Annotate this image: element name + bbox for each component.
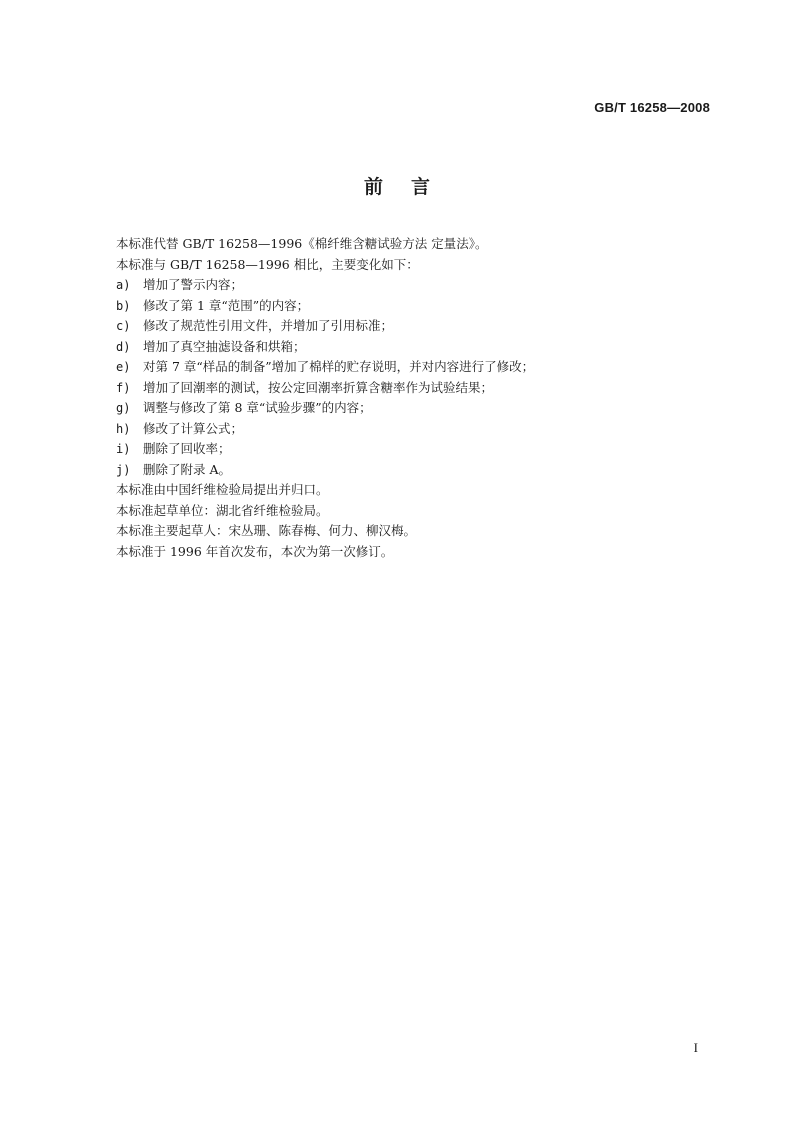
item-text: 调整与修改了第 8 章“试验步骤”的内容； bbox=[143, 400, 372, 415]
change-item-f bbox=[116, 378, 716, 399]
item-text: 删除了回收率； bbox=[143, 441, 231, 456]
item-text: 修改了计算公式； bbox=[143, 420, 244, 436]
change-item-c bbox=[116, 316, 716, 337]
item-text: 修改了规范性引用文件，并增加了引用标准； bbox=[143, 318, 394, 333]
item-marker: j) bbox=[116, 462, 131, 477]
closing-history: 本标准于 1996 年首次发布，本次为第一次修订。 bbox=[116, 543, 394, 559]
change-item-h bbox=[116, 419, 716, 440]
foreword-body bbox=[116, 234, 716, 562]
item-text: 增加了警示内容； bbox=[143, 277, 244, 292]
page-number: I bbox=[693, 1040, 698, 1055]
change-item-a bbox=[116, 275, 716, 296]
item-text: 增加了回潮率的测试，按公定回潮率折算含糖率作为试验结果； bbox=[143, 379, 494, 395]
item-text: 删除了附录 A。 bbox=[143, 461, 232, 477]
change-item-j bbox=[116, 460, 716, 481]
item-marker: d) bbox=[116, 339, 131, 354]
item-text: 修改了第 1 章“范围”的内容； bbox=[143, 297, 310, 313]
item-text: 对第 7 章“样品的制备”增加了棉样的贮存说明，并对内容进行了修改； bbox=[143, 359, 535, 374]
item-marker: e) bbox=[116, 360, 131, 374]
intro-replaces: 本标准代替 GB/T 16258—1996《棉纤维含糖试验方法 定量法》。 bbox=[116, 236, 488, 251]
item-marker: a) bbox=[116, 278, 131, 292]
item-text: 增加了真空抽滤设备和烘箱； bbox=[143, 338, 306, 354]
change-item-d bbox=[116, 337, 716, 358]
change-item-e bbox=[116, 357, 716, 378]
item-marker: h) bbox=[116, 421, 131, 436]
item-marker: b) bbox=[116, 298, 131, 313]
item-marker: g) bbox=[116, 401, 131, 415]
item-marker: f) bbox=[116, 380, 131, 395]
item-marker: i) bbox=[116, 442, 131, 456]
change-item-g bbox=[116, 398, 716, 419]
closing-proposer: 本标准由中国纤维检验局提出并归口。 bbox=[116, 482, 329, 497]
page-title: 前言 bbox=[363, 176, 458, 198]
closing-drafters: 本标准主要起草人：宋丛珊、陈春梅、何力、柳汉梅。 bbox=[116, 523, 417, 538]
closing-drafting-unit: 本标准起草单位：湖北省纤维检验局。 bbox=[116, 502, 329, 518]
change-item-i bbox=[116, 439, 716, 460]
item-marker: c) bbox=[116, 319, 131, 333]
standard-number: GB/T 16258—2008 bbox=[594, 100, 710, 115]
change-item-b bbox=[116, 296, 716, 317]
intro-changes-lead: 本标准与 GB/T 16258—1996 相比，主要变化如下： bbox=[116, 256, 419, 272]
